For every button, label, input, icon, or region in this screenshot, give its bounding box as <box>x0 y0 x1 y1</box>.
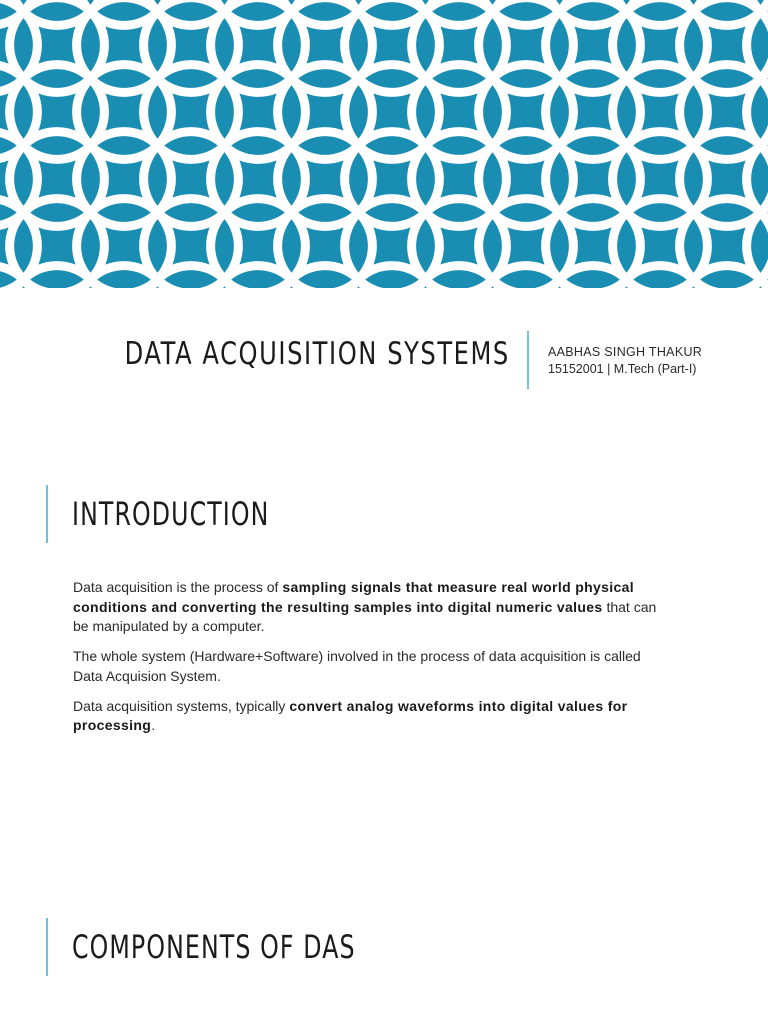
author-name: AABHAS SINGH THAKUR <box>548 345 703 359</box>
title-slide <box>0 288 768 448</box>
paragraph-emphasis: convert analog waveforms into digital values for processing <box>73 697 628 733</box>
presentation-title: DATA ACQUISITION SYSTEMS <box>124 336 510 372</box>
banner-pattern <box>0 0 768 288</box>
intro-paragraph-3 <box>73 697 673 736</box>
title-divider <box>527 331 529 389</box>
paragraph-text: Data acquisition is the process of <box>73 579 283 595</box>
introduction-heading: INTRODUCTION <box>72 495 270 533</box>
section-accent-bar <box>46 485 48 543</box>
intro-paragraph-1 <box>73 578 673 637</box>
section-accent-bar <box>46 918 48 976</box>
paragraph-text: that can be manipulated by a computer. <box>73 598 657 634</box>
paragraph-emphasis: sampling signals that measure real world physical conditions and converting the resulting samples into digital numeric values <box>73 579 635 615</box>
introduction-slide <box>0 448 768 888</box>
banner-pattern-graphic <box>0 0 768 288</box>
paragraph-text: Data acquisition systems, typically <box>73 697 290 714</box>
author-detail: 15152001 | M.Tech (Part-I) <box>548 362 697 376</box>
introduction-body <box>73 578 673 746</box>
intro-paragraph-2: The whole system (Hardware+Software) involved in the process of data acquisition is called Data Acquision System. <box>73 648 641 684</box>
author-block <box>548 344 702 378</box>
paragraph-text: . <box>151 717 156 733</box>
components-slide <box>0 888 768 1024</box>
components-heading: COMPONENTS OF DAS <box>72 928 356 966</box>
